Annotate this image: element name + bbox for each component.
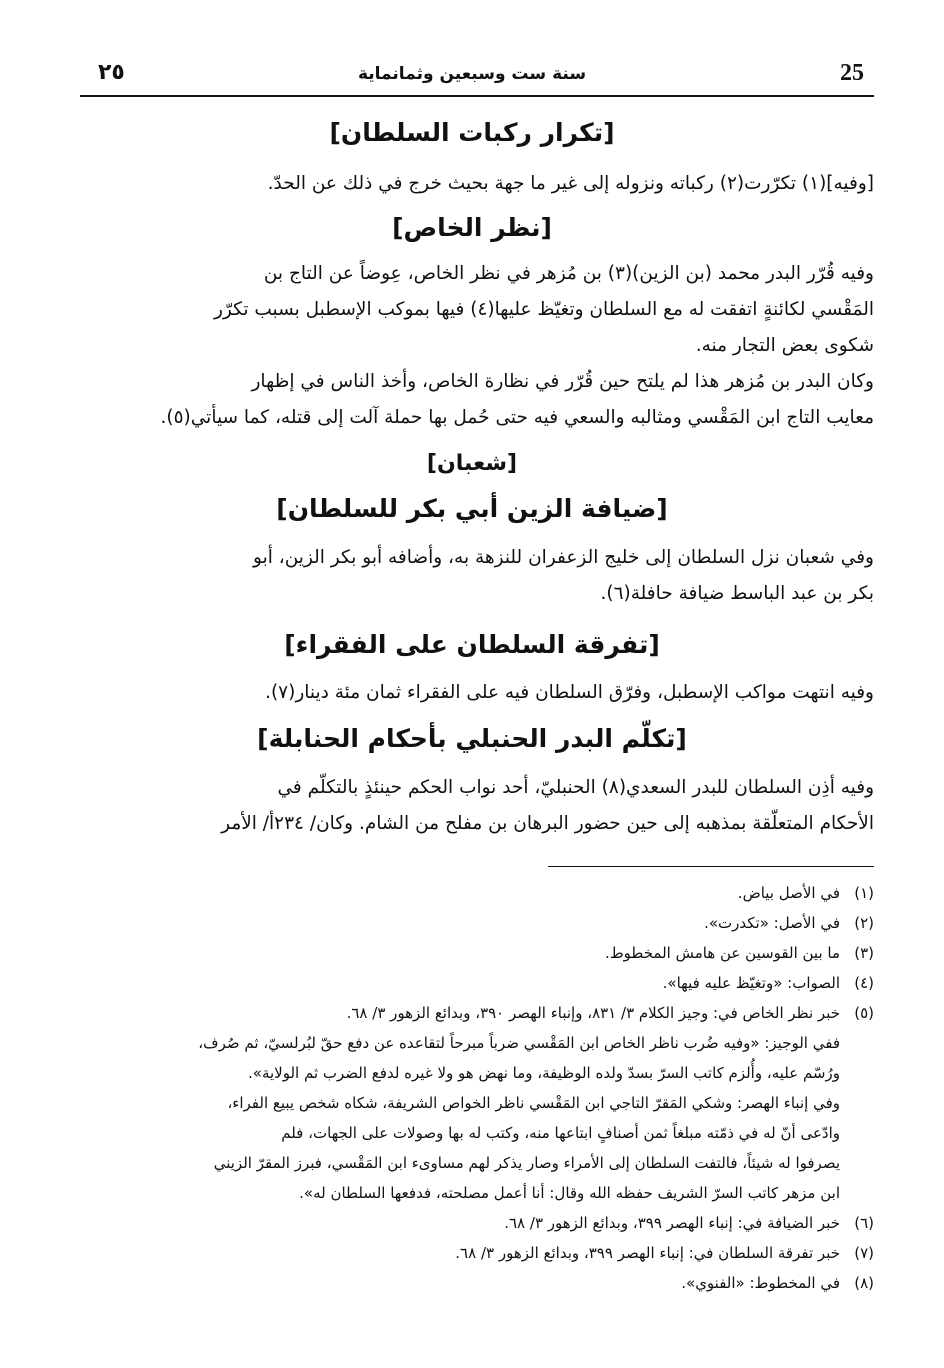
footnote-line: وفي إنباء الهصر: وشكي المَقرّ التاجي ابن المَقْسي ناظر الخواص الشريفة، شكاه شخص يبيع الفراء، xyxy=(227,1094,840,1112)
page-number-arabic: ٢٥ xyxy=(98,60,125,85)
paragraph-line: وفيه قُرّر البدر محمد (بن الزين)(٣) بن مُزهر في نظر الخاص، عِوضاً عن التاج بن xyxy=(263,263,874,284)
paragraph-line: [وفيه](١) تكرّرت(٢) ركباته ونزوله إلى غير ما جهة بحيث خرج في ذلك عن الحدّ. xyxy=(267,173,874,194)
footnotes xyxy=(100,878,874,1298)
paragraph xyxy=(100,770,874,842)
paragraph-line: وفيه أذِن السلطان للبدر السعدي(٨) الحنبليّ، أحد نواب الحكم حينئذٍ بالتكلّم في xyxy=(277,777,874,798)
paragraph xyxy=(100,675,874,711)
footnote-text: خبر تفرقة السلطان في: إنباء الهصر ٣٩٩، وبدائع الزهور ٣/ ٦٨. xyxy=(455,1244,840,1262)
footnote-number: (٨) xyxy=(854,1274,874,1292)
footnote-2 xyxy=(100,908,874,938)
section-heading: [تكرار ركبات السلطان] xyxy=(329,118,615,147)
footnote-number: (٣) xyxy=(854,944,874,962)
footnote-line: يصرفوا له شيئاً، فالتفت السلطان إلى الأمراء وصار يذكر لهم مساوىء ابن المَقْسي، فبرز المقرّ الزيني xyxy=(213,1154,840,1172)
footnote-7 xyxy=(100,1238,874,1268)
footnote-text: في الأصل بياض. xyxy=(737,884,840,902)
page-number-latin: 25 xyxy=(840,60,864,86)
footnote-6 xyxy=(100,1208,874,1238)
paragraph-line: وفيه انتهت مواكب الإسطبل، وفرّق السلطان فيه على الفقراء ثمان مئة دينار(٧). xyxy=(265,682,874,703)
footnote-number: (٦) xyxy=(854,1214,874,1232)
footnote-4 xyxy=(100,968,874,998)
footnote-number: (٢) xyxy=(854,914,874,932)
section-heading: [ضيافة الزين أبي بكر للسلطان] xyxy=(276,494,668,523)
footnote-line: ابن مزهر كاتب السرّ الشريف حفظه الله وقال: أنا أعمل مصلحته، فدفعها السلطان له». xyxy=(299,1184,840,1202)
section-heading: [تكلّم البدر الحنبلي بأحكام الحنابلة] xyxy=(257,724,687,753)
footnote-text: خبر الضيافة في: إنباء الهصر ٣٩٩، وبدائع الزهور ٣/ ٦٨. xyxy=(504,1214,840,1232)
footnote-text xyxy=(100,998,840,1208)
footnote-text: في الأصل: «تكدرت». xyxy=(704,914,840,932)
paragraph xyxy=(100,540,874,612)
month-heading: [شعبان] xyxy=(426,451,518,476)
footnote-number: (٧) xyxy=(854,1244,874,1262)
paragraph xyxy=(100,166,874,202)
footnote-text: ما بين القوسين عن هامش المخطوط. xyxy=(605,944,840,962)
footnote-text: الصواب: «وتغيّظ عليه فيها». xyxy=(662,974,840,992)
paragraph-line: شكوى بعض التجار منه. xyxy=(695,335,874,356)
footnote-5 xyxy=(100,998,874,1208)
section-heading: [نظر الخاص] xyxy=(392,213,552,242)
footnote-1 xyxy=(100,878,874,908)
footnote-number: (٤) xyxy=(854,974,874,992)
footnote-line: خبر نظر الخاص في: وجيز الكلام ٣/ ٨٣١، وإنباء الهصر ٣٩٠، وبدائع الزهور ٣/ ٦٨. xyxy=(346,1004,840,1022)
running-title: سنة ست وسبعين وثمانماية xyxy=(357,64,587,84)
footnote-line: وادّعى أنّ له في ذمّته مبلغاً ثمن أصنافٍ ابتاعها منه، وكتب له بها وصولات على الجهات، فلم xyxy=(281,1124,840,1142)
footnote-number: (٥) xyxy=(854,1004,874,1022)
paragraph xyxy=(100,364,874,436)
paragraph-line: المَقْسي لكائنةٍ اتفقت له مع السلطان وتغيّظ عليها(٤) فيها بموكب الإسطبل بسبب تكرّر xyxy=(213,299,874,320)
footnote-8 xyxy=(100,1268,874,1298)
footnote-number: (١) xyxy=(854,884,874,902)
footnote-rule xyxy=(548,866,874,867)
paragraph-line: معايب التاج ابن المَقْسي ومثالبه والسعي فيه حتى حُمل بها حملة آلت إلى قتله، كما سيأتي(٥). xyxy=(160,407,874,428)
paragraph xyxy=(100,256,874,364)
header-rule xyxy=(80,95,874,97)
paragraph-line: الأحكام المتعلّقة بمذهبه إلى حين حضور البرهان بن مفلح من الشام. وكان/ ٢٣٤أ/ الأمر xyxy=(221,813,874,834)
paragraph-line: وفي شعبان نزل السلطان إلى خليج الزعفران للنزهة به، وأضافه أبو بكر الزين، أبو xyxy=(253,547,874,568)
paragraph-line: وكان البدر بن مُزهر هذا لم يلتح حين قُرّر في نظارة الخاص، وأخذ الناس في إظهار xyxy=(251,371,874,392)
section-heading: [تفرقة السلطان على الفقراء] xyxy=(284,630,660,659)
footnote-line: ورُسّم عليه، وأُلزم كاتب السرّ بسدّ ولده الوظيفة، وما نهض هو ولا غيره لدفع الضرب ثم الولاية». xyxy=(248,1064,840,1082)
footnote-3 xyxy=(100,938,874,968)
footnote-text: في المخطوط: «الفنوي». xyxy=(681,1274,840,1292)
footnote-line: ففي الوجيز: «وفيه ضُرب ناظر الخاص ابن المَقْسي ضرباً مبرحاً لتقاعده عن دفع حقّ لبُرلسيّ، ثم صُرف، xyxy=(198,1034,840,1052)
paragraph-line: بكر بن عبد الباسط ضيافة حافلة(٦). xyxy=(600,583,874,604)
